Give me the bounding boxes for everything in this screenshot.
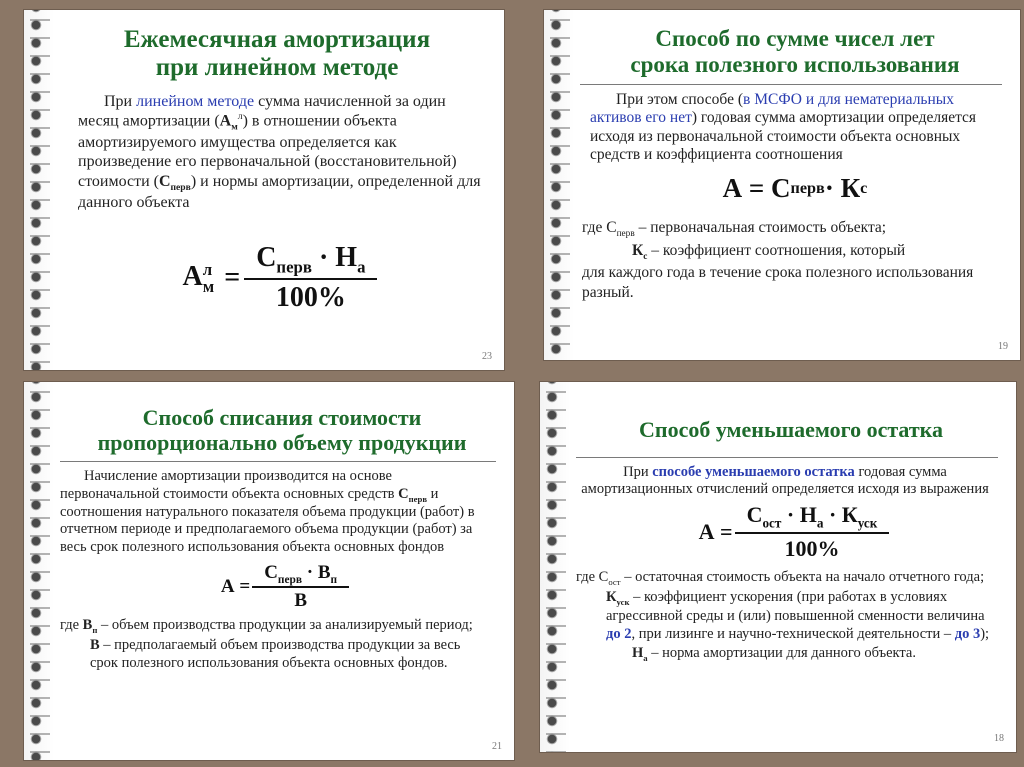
spiral-binding xyxy=(24,10,54,370)
text: – коэффициент ускорения (при работах в условиях агрессивной среды и (или) повышенной сменности величина xyxy=(606,588,985,625)
text: ) годовая сумма амортизации определяется исходя из первоначальной стоимости объекта основных средств и коэффициента соотношения xyxy=(590,109,977,164)
page-number: 21 xyxy=(492,741,502,752)
symbol: К xyxy=(632,241,644,259)
fraction xyxy=(250,242,371,314)
fraction xyxy=(258,562,343,612)
formula-lhs: А = xyxy=(698,519,733,545)
slide-units-of-production xyxy=(24,382,514,760)
subscript: перв xyxy=(276,258,312,278)
text: сумма начисленной за один месяц амортизации ( xyxy=(78,93,446,130)
symbol: С xyxy=(398,485,409,502)
slide-paragraph xyxy=(576,464,994,499)
text: – первоначальная стоимость объекта; xyxy=(634,218,887,236)
text: – норма амортизации для данного объекта. xyxy=(647,644,916,661)
superscript: л xyxy=(237,111,243,123)
title-line: Ежемесячная амортизация xyxy=(123,26,431,53)
formula xyxy=(60,562,504,612)
spiral-binding xyxy=(544,10,574,360)
symbol: В xyxy=(90,636,100,653)
symbol: · К xyxy=(823,502,858,528)
note-line xyxy=(582,241,998,264)
symbol: А xyxy=(219,112,232,130)
symbol: Н xyxy=(632,644,644,661)
title-line: пропорционально объему продукции xyxy=(97,429,467,455)
subscript: а xyxy=(816,515,824,531)
text: При xyxy=(623,463,653,480)
text: Начисление амортизации производится на основе первоначальной стоимости объекта основных средств xyxy=(60,468,399,502)
subscript: уск xyxy=(857,515,878,531)
symbol: К xyxy=(606,588,617,605)
text: – коэффициент соотношения, который xyxy=(647,241,906,259)
text: годовая сумма амортизационных отчислений определяется исходя из выражения xyxy=(581,463,989,498)
symbol: В xyxy=(82,616,93,633)
subscript: с xyxy=(643,251,648,262)
subscript: с xyxy=(860,178,868,197)
subscript: перв xyxy=(408,493,428,504)
subscript: п xyxy=(92,624,98,635)
numerator xyxy=(741,502,884,531)
page-number: 23 xyxy=(482,351,492,362)
subscript: ост xyxy=(608,576,621,587)
symbol: А = С xyxy=(722,172,791,203)
symbol: · К xyxy=(824,172,861,203)
slide-paragraph xyxy=(590,91,998,165)
note-line xyxy=(576,568,994,588)
divider xyxy=(580,84,1002,85)
divider xyxy=(60,461,496,462)
slide-linear-method xyxy=(24,10,504,370)
symbol: С xyxy=(264,562,278,584)
text: ) в отношении объекта амортизируемого имущества определяется как произведение его первоначальной (восстановительной) стоимости ( xyxy=(78,112,457,190)
spiral-binding xyxy=(24,382,54,760)
subscript: а xyxy=(643,652,648,663)
title-line: Способ списания стоимости xyxy=(142,405,422,430)
symbol: · Н xyxy=(781,502,817,528)
symbol: · В xyxy=(302,562,331,584)
denominator: 100% xyxy=(244,278,377,314)
subscript: п xyxy=(330,573,338,586)
formula xyxy=(580,173,1010,204)
text: – объем производства продукции за анализируемый период; xyxy=(97,616,473,633)
symbol: · Н xyxy=(311,242,358,274)
text: – предполагаемый объем производства продукции за весь срок полезного использования объекта основных фондов. xyxy=(90,636,461,671)
denominator: В xyxy=(252,586,349,612)
note-line xyxy=(576,644,994,664)
text: ); xyxy=(980,626,990,643)
subscript: а xyxy=(357,258,366,278)
legend-notes xyxy=(60,616,490,672)
divider xyxy=(576,457,998,458)
highlight-text: в МСФО и для нематериальных активов его нет xyxy=(590,90,954,127)
text: – остаточная стоимость объекта на начало отчетного года; xyxy=(620,568,985,585)
text: При этом способе ( xyxy=(616,90,744,108)
note-line: для каждого года в течение срока полезного использования разный. xyxy=(582,264,974,301)
formula-lhs xyxy=(183,261,215,295)
highlight-text: до 3 xyxy=(954,626,981,643)
subscript: перв xyxy=(790,178,825,197)
slide-title xyxy=(60,26,494,82)
denominator: 100% xyxy=(735,532,890,562)
symbol: С xyxy=(746,502,763,528)
note-line xyxy=(60,616,490,636)
subscript: ост xyxy=(762,515,782,531)
fraction xyxy=(741,502,884,561)
subscript: перв xyxy=(277,573,303,586)
slide-paragraph xyxy=(78,92,482,212)
note-line xyxy=(60,636,490,672)
page-number: 18 xyxy=(994,733,1004,744)
text: где xyxy=(60,616,83,633)
formula xyxy=(60,242,494,314)
subscript: м xyxy=(202,276,215,296)
superscript: л xyxy=(202,259,213,279)
title-line: Способ по сумме чисел лет xyxy=(655,26,935,51)
text: где С xyxy=(576,568,609,585)
title-line: при линейном методе xyxy=(155,54,399,81)
subscript: м xyxy=(231,121,238,133)
subscript: уск xyxy=(616,596,630,607)
subscript: перв xyxy=(170,181,191,193)
highlight-text: способе уменьшаемого остатка xyxy=(652,463,855,480)
spiral-binding xyxy=(540,382,570,752)
note-line xyxy=(576,588,994,644)
page-number: 19 xyxy=(998,341,1008,352)
formula xyxy=(576,502,1006,561)
legend-notes xyxy=(576,568,994,664)
note-line xyxy=(582,218,998,241)
slide-title xyxy=(580,26,1010,78)
slide-title xyxy=(60,406,504,455)
numerator xyxy=(258,562,343,586)
slide-title: Способ уменьшаемого остатка xyxy=(639,417,943,442)
title-line: срока полезного использования xyxy=(630,51,960,77)
formula-lhs: А = xyxy=(220,576,251,598)
text: и соотношения натурального показателя объема продукции (работ) в отчетном периоде и предполагаемого объема продукции (работ) за весь срок полезного использования объекта основных фондов xyxy=(60,485,475,555)
text: ) и нормы амортизации, определенной для данного объекта xyxy=(78,172,481,212)
slide-declining-balance xyxy=(540,382,1016,752)
text: где С xyxy=(582,218,617,236)
symbol: А xyxy=(182,261,203,293)
text: , при лизинге и научно-технической деятельности – xyxy=(631,626,955,643)
symbol: С xyxy=(158,172,171,190)
numerator xyxy=(250,242,371,278)
slide-sum-of-years xyxy=(544,10,1020,360)
equals-sign: = xyxy=(224,262,241,294)
highlight-text: линейном методе xyxy=(136,93,255,110)
symbol: С xyxy=(256,242,277,274)
legend-notes xyxy=(582,218,998,302)
text: При xyxy=(104,93,137,110)
slide-paragraph xyxy=(60,468,490,556)
highlight-text: до 2 xyxy=(606,626,632,643)
subscript: перв xyxy=(616,228,635,239)
